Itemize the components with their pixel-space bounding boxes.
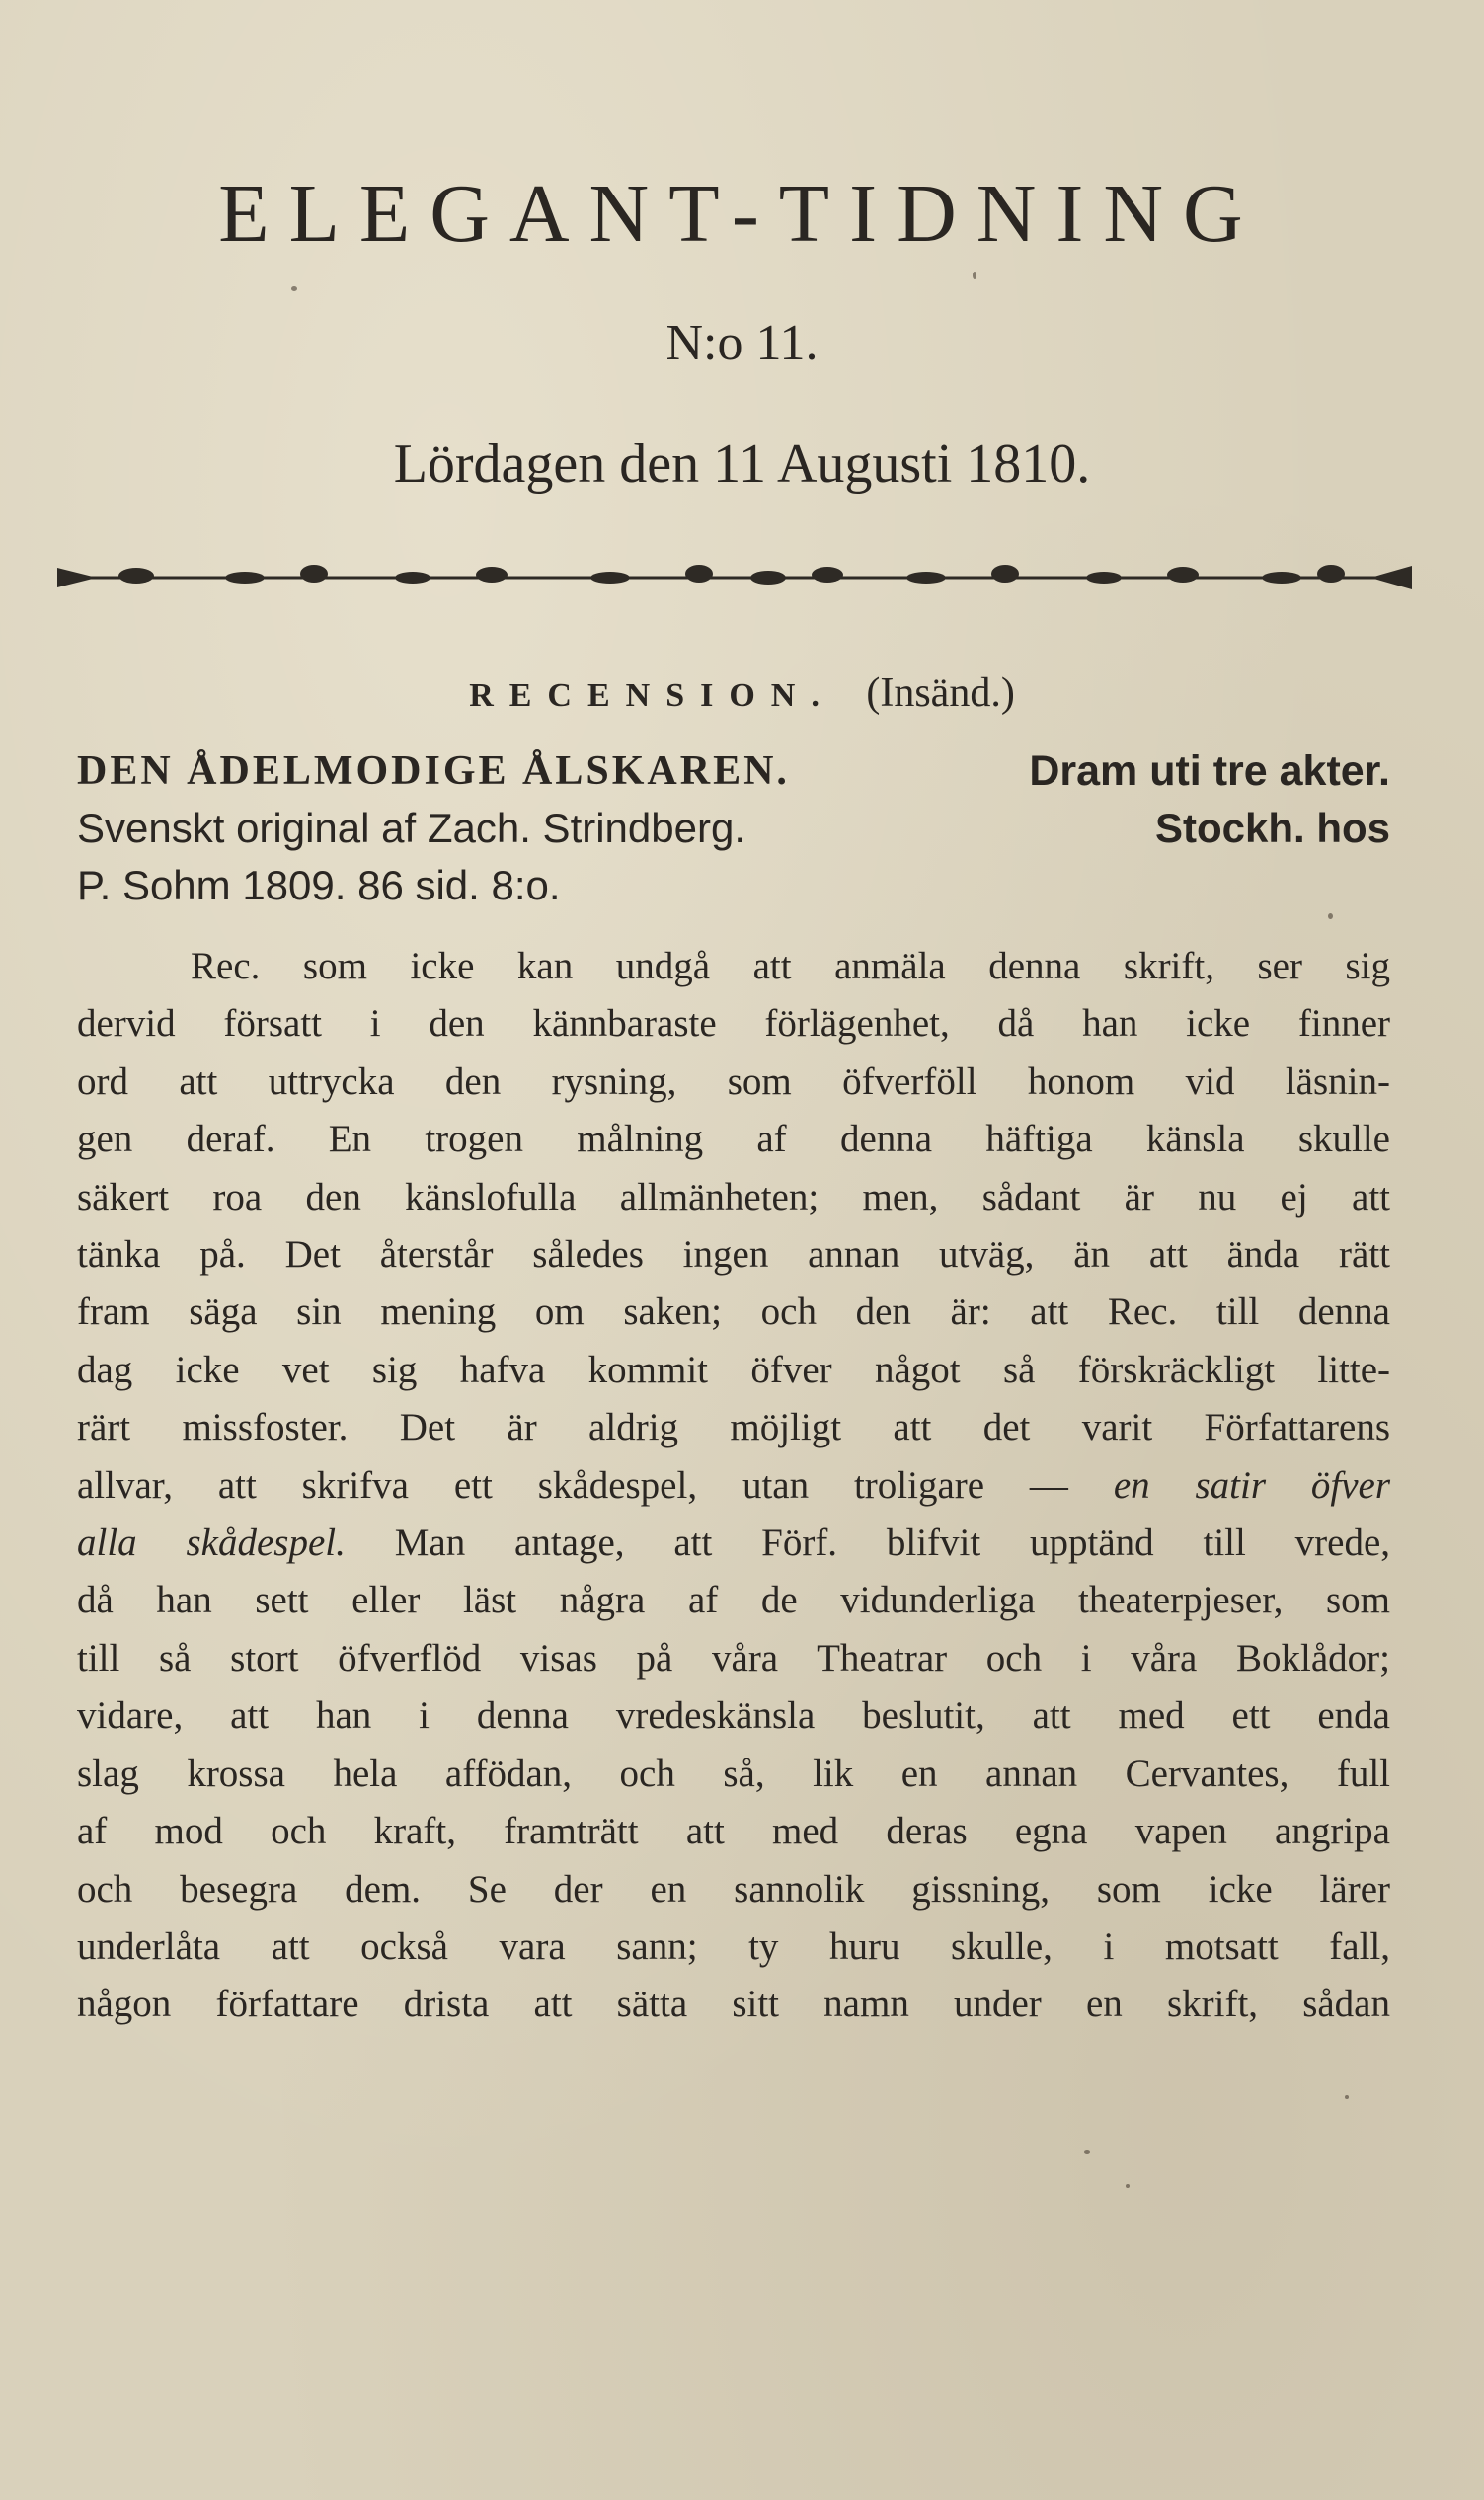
body-line: vidare, att han i denna vredeskänsla beslutit, att med ett enda (77, 1694, 1390, 1738)
body-line: rärt missfoster. Det är aldrig möjligt att det varit Författarens (77, 1406, 1390, 1449)
section-label: RECENSION. (469, 677, 835, 714)
paper-speck (1126, 2184, 1130, 2188)
work-origin: Svenskt original af Zach. Strindberg. (77, 805, 746, 851)
paper-speck (1084, 2150, 1090, 2154)
work-publisher-place: Stockh. hos (1154, 805, 1390, 851)
paper-speck (291, 286, 297, 291)
body-line: och besegra dem. Se der en sannolik gissning, som icke lärer (77, 1867, 1390, 1911)
body-line: slag krossa hela affödan, och så, lik en annan Cervantes, full (77, 1752, 1390, 1795)
italic-phrase: en satir öfver (1113, 1463, 1391, 1507)
body-line: tänka på. Det återstår således ingen annan utväg, än att ända rätt (77, 1233, 1390, 1277)
citation-line-3 (77, 857, 1390, 914)
work-citation (77, 742, 1390, 914)
paper-speck (1328, 913, 1333, 919)
dateline: Lördagen den 11 Augusti 1810. (393, 433, 1091, 495)
body-line-text: Man antage, att Förf. blifvit upptänd till vrede, (394, 1522, 1391, 1565)
body-line: underlåta att också vara sann; ty huru skulle, i motsatt fall, (77, 1924, 1390, 1968)
citation-line-1 (77, 742, 1390, 800)
work-genre: Dram uti tre akter. (1029, 747, 1390, 795)
paper-speck (1345, 2095, 1349, 2099)
body-line: då han sett eller läst några af de vidunderliga theaterpjeser, som (77, 1579, 1390, 1622)
review-body (77, 938, 1390, 2034)
work-title: DEN ÅDELMODIGE ÅLSKAREN. (77, 748, 790, 794)
body-line-with-italic (77, 1515, 1390, 1572)
body-line: till så stort öfverflöd visas på våra Theatrar och i våra Boklådor; (77, 1636, 1390, 1680)
body-line: Rec. som icke kan undgå att anmäla denna skrift, ser sig (191, 945, 1390, 987)
section-heading (0, 669, 1484, 717)
body-line: någon författare drista att sätta sitt namn under en skrift, sådan (77, 1983, 1390, 2026)
section-note: (Insänd.) (866, 670, 1015, 716)
body-line: dervid försatt i den kännbaraste förlägenhet, då han icke finner (77, 1002, 1390, 1046)
body-line-with-italic (77, 1457, 1390, 1515)
body-line: gen deraf. En trogen målning af denna häftiga känsla skulle (77, 1118, 1390, 1161)
paper-speck (973, 272, 976, 279)
citation-line-2 (77, 800, 1390, 857)
italic-phrase-end: alla skådespel. (77, 1522, 346, 1565)
body-line: fram säga sin mening om saken; och den är: att Rec. till denna (77, 1290, 1390, 1334)
body-line: dag icke vet sig hafva kommit öfver något så förskräckligt litte- (77, 1348, 1390, 1391)
masthead-title: ELEGANT-TIDNING (218, 168, 1263, 260)
ornamental-rule (57, 558, 1412, 593)
body-line-text: allvar, att skrifva ett skådespel, utan troligare — (77, 1463, 1068, 1507)
work-publisher: P. Sohm 1809. 86 sid. 8:o. (77, 862, 561, 908)
body-line: af mod och kraft, framträtt att med deras egna vapen angripa (77, 1810, 1390, 1853)
body-line: ord att uttrycka den rysning, som öfverföll honom vid läsnin- (77, 1059, 1390, 1103)
body-line: säkert roa den känslofulla allmänheten; men, sådant är nu ej att (77, 1175, 1390, 1218)
issue-number: N:o 11. (665, 315, 819, 371)
